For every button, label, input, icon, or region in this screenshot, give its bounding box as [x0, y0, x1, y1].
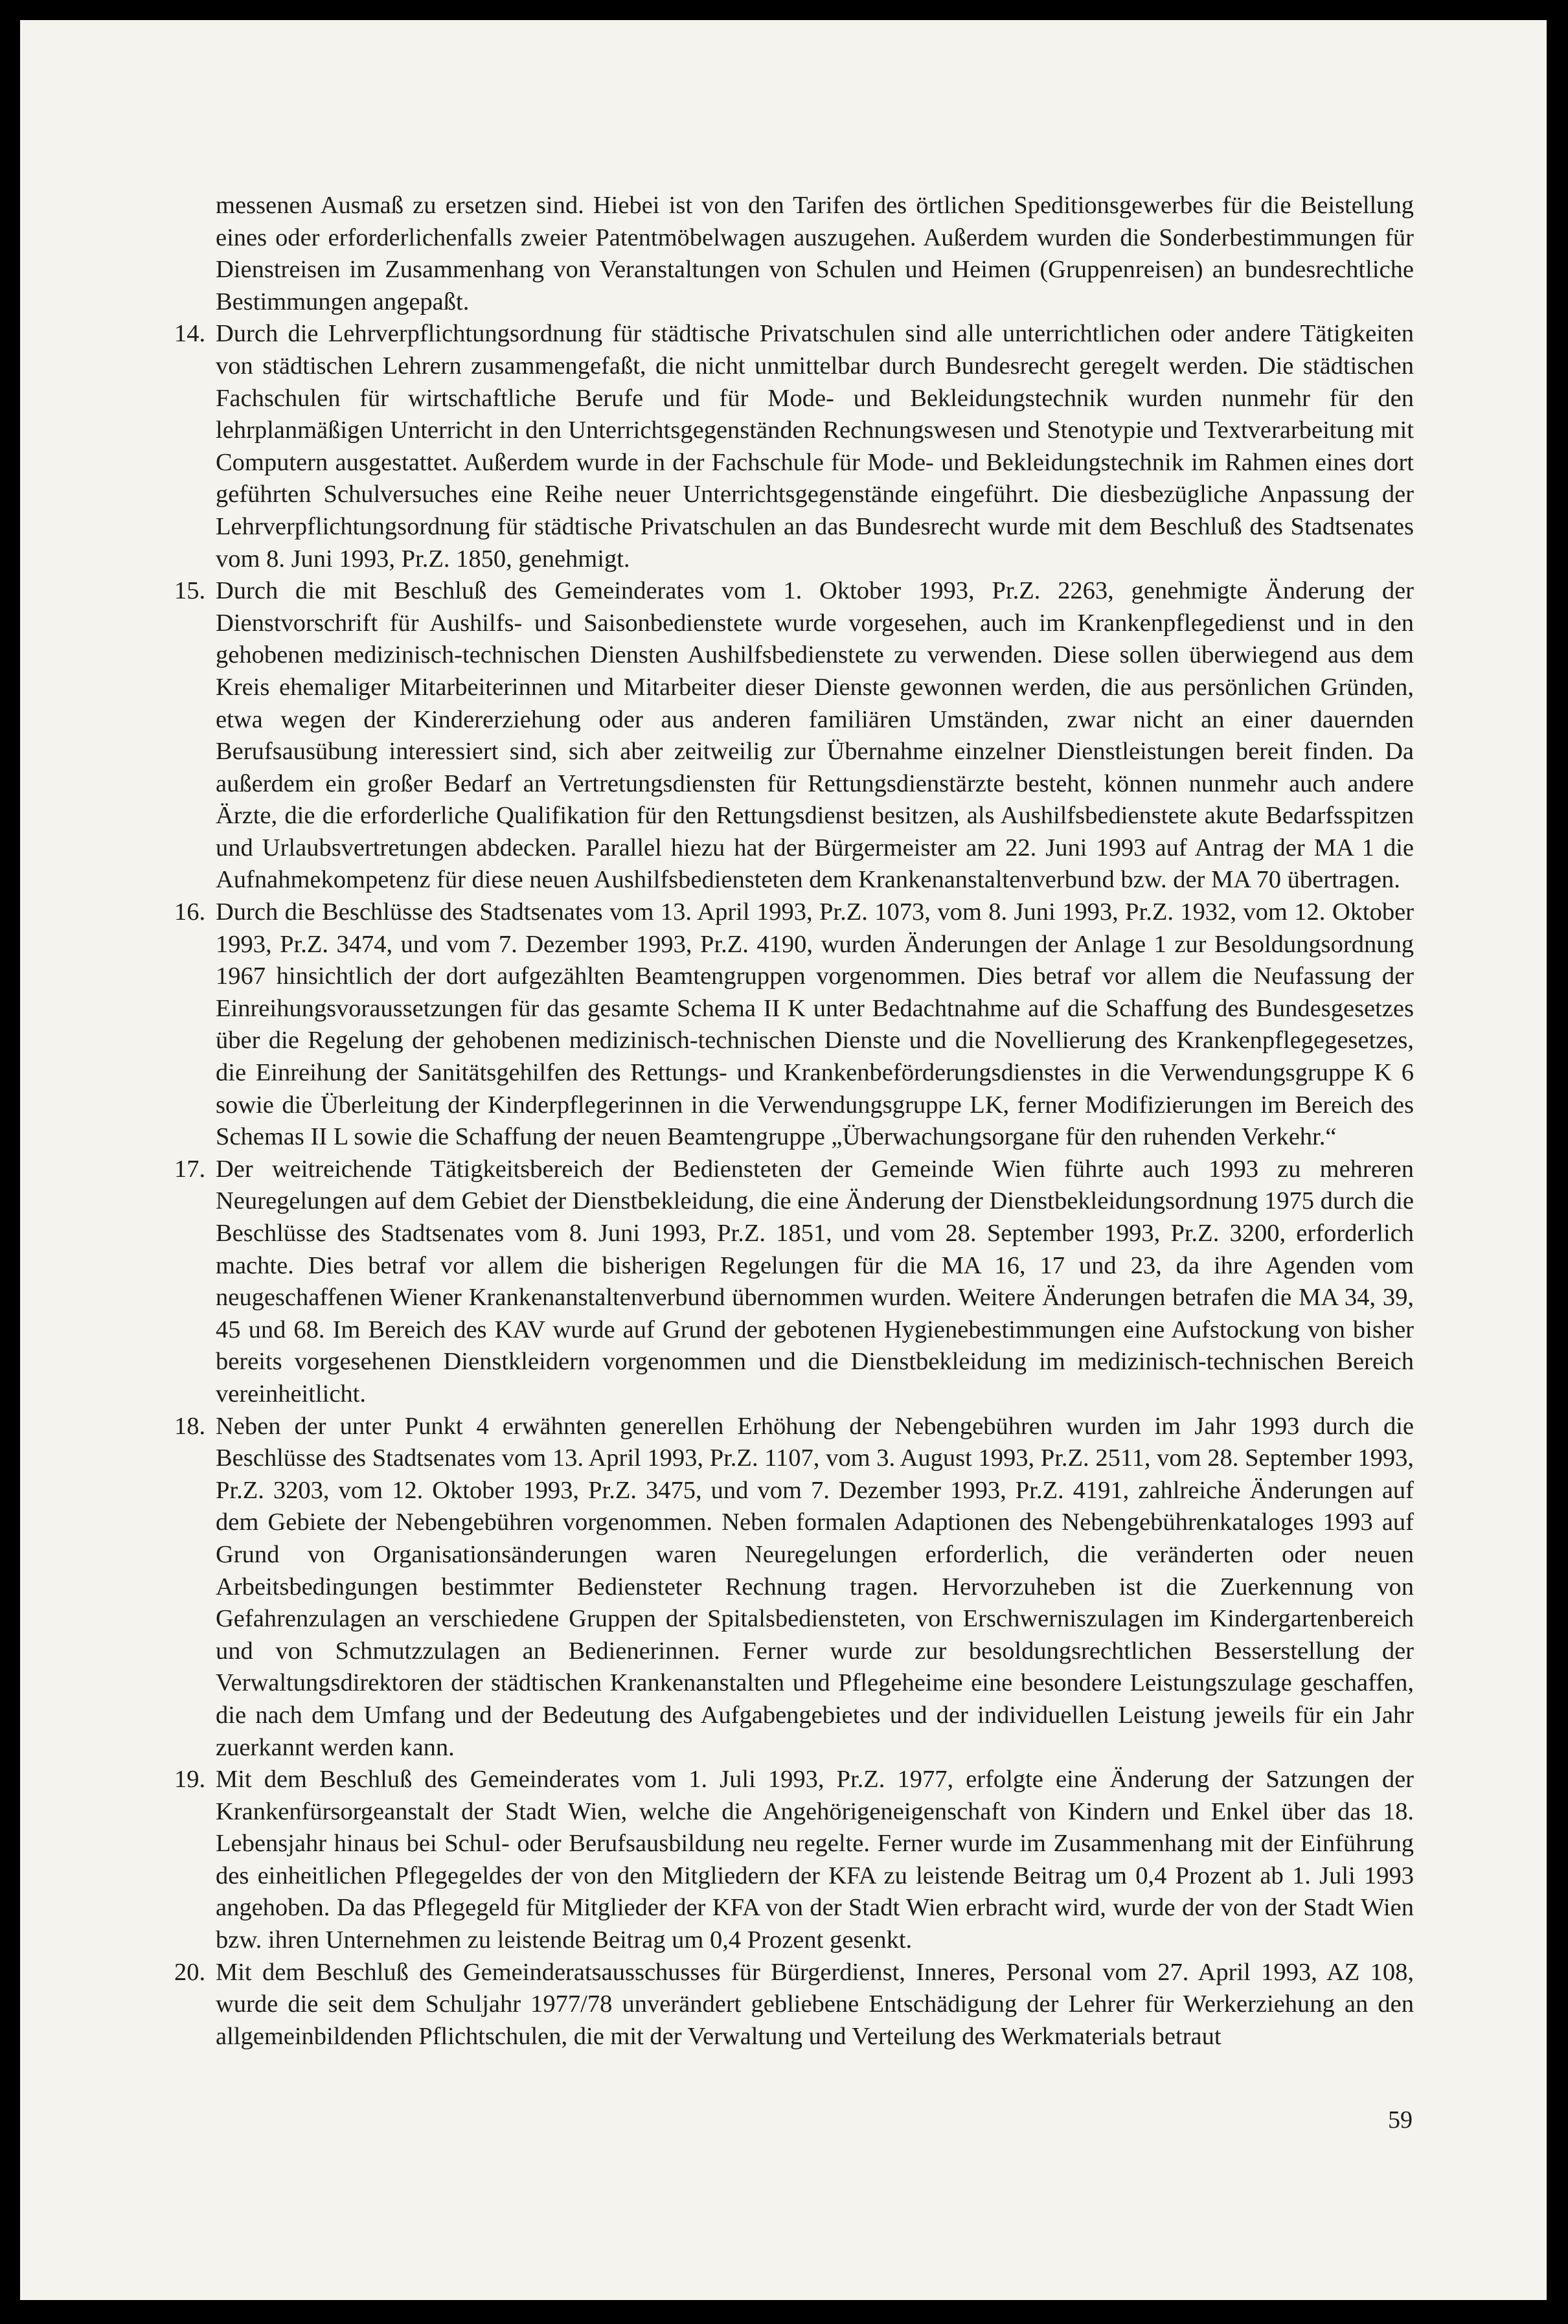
item-number: 14. [174, 320, 206, 348]
item-text: Durch die Beschlüsse des Stadtsenates vom 13. April 1993, Pr.Z. 1073, vom 8. Juni 1993, Pr.Z. 1932, vom 12. Oktober 1993, Pr.Z. 3474, und vom 7. Dezember 1993, Pr.Z. 4190, wurden Änderungen der Anlage 1 zur Besoldungsordnung 1967 hinsichtlich der dort aufgezählten Beamtengruppen vorgenommen. Dies betraf vor allem die Neufassung der Einreihungsvoraussetzungen für das gesamte Schema II K unter Bedachtnahme auf die Schaffung des Bundesgesetzes über die Regelung der gehobenen medizinisch-technischen Dienste und die Novellierung des Krankenpflegegesetzes, die Einreihung der Sanitätsgehilfen des Rettungs- und Krankenbeförderungsdienstes in die Verwendungsgruppe K 6 sowie die Überleitung der Kinderpflegerinnen in die Verwendungsgruppe LK, ferner Modifizierungen im Bereich des Schemas II L sowie die Schaffung der neuen Beamtengruppe „Überwachungsorgane für den ruhenden Verkehr.“ [216, 898, 1414, 1151]
list-item [176, 575, 1414, 896]
item-text: Durch die mit Beschluß des Gemeinderates vom 1. Oktober 1993, Pr.Z. 2263, genehmigte Änderung der Dienstvorschrift für Aushilfs- und Saisonbedienstete wurde vorgesehen, auch im Krankenpflegedienst und in den gehobenen medizinisch-technischen Diensten Aushilfsbedienstete zu verwenden. Diese sollen überwiegend aus dem Kreis ehemaliger Mitarbeiterinnen und Mitarbeiter dieser Dienste gewonnen werden, die aus persönlichen Gründen, etwa wegen der Kindererziehung oder aus anderen familiären Umständen, zwar nicht an einer dauernden Berufsausübung interessiert sind, sich aber zeitweilig zur Übernahme einzelner Dienstleistungen bereit finden. Da außerdem ein großer Bedarf an Vertretungsdiensten für Rettungsdienstärzte besteht, können nunmehr auch andere Ärzte, die die erforderliche Qualifikation für den Rettungsdienst besitzen, als Aushilfsbedienstete akute Bedarfsspitzen und Urlaubsvertretungen abdecken. Parallel hiezu hat der Bürgermeister am 22. Juni 1993 auf Antrag der MA 1 die Aufnahmekompetenz für diese neuen Aushilfsbediensteten dem Krankenanstaltenverbund bzw. der MA 70 übertragen. [216, 577, 1414, 894]
list-item [176, 1154, 1414, 1411]
document-page [20, 20, 1547, 2300]
list-item [176, 1764, 1414, 1957]
item-number: 19. [174, 1766, 206, 1794]
list-item [176, 1411, 1414, 1764]
item-text: Durch die Lehrverpflichtungsordnung für städtische Privatschulen sind alle unterrichtlichen oder andere Tätigkeiten von städtischen Lehrern zusammengefaßt, die nicht unmittelbar durch Bundesrecht geregelt werden. Die städtischen Fachschulen für wirtschaftliche Berufe und für Mode- und Bekleidungstechnik wurden nunmehr für den lehrplanmäßigen Unterricht in den Unterrichtsgegenständen Rechnungswesen und Stenotypie und Textverarbeitung mit Computern ausgestattet. Außerdem wurde in der Fachschule für Mode- und Bekleidungstechnik im Rahmen eines dort geführten Schulversuches eine Reihe neuer Unterrichtsgegenstände eingeführt. Die diesbezügliche Anpassung der Lehrverpflichtungsordnung für städtische Privatschulen an das Bundesrecht wurde mit dem Beschluß des Stadtsenates vom 8. Juni 1993, Pr.Z. 1850, genehmigt. [216, 320, 1414, 573]
body-text [176, 190, 1414, 2053]
item-number: 18. [174, 1412, 206, 1440]
list-item [176, 1957, 1414, 2053]
item-text: Mit dem Beschluß des Gemeinderatsausschusses für Bürgerdienst, Inneres, Personal vom 27. April 1993, AZ 108, wurde die seit dem Schuljahr 1977/78 unverändert gebliebene Entschädigung der Lehrer für Werkerziehung an den allgemeinbildenden Pflichtschulen, die mit der Verwaltung und Verteilung des Werkmaterials betraut [216, 1958, 1414, 2050]
item-number: 20. [174, 1958, 206, 1986]
item-number: 16. [174, 898, 206, 926]
page-number: 59 [1388, 2106, 1413, 2134]
item-text: Neben der unter Punkt 4 erwähnten generellen Erhöhung der Nebengebühren wurden im Jahr 1993 durch die Beschlüsse des Stadtsenates vom 13. April 1993, Pr.Z. 1107, vom 3. August 1993, Pr.Z. 2511, vom 28. September 1993, Pr.Z. 3203, vom 12. Oktober 1993, Pr.Z. 3475, und vom 7. Dezember 1993, Pr.Z. 4191, zahlreiche Änderungen auf dem Gebiete der Nebengebühren vorgenommen. Neben formalen Adaptionen des Nebengebührenkataloges 1993 auf Grund von Organisationsänderungen waren Neuregelungen erforderlich, die veränderten oder neuen Arbeitsbedingungen bestimmter Bediensteter Rechnung tragen. Hervorzuheben ist die Zuerkennung von Gefahrenzulagen an verschiedene Gruppen der Spitalsbediensteten, von Erschwerniszulagen im Kindergartenbereich und von Schmutzzulagen an Bedienerinnen. Ferner wurde zur besoldungsrechtlichen Besserstellung der Verwaltungsdirektoren der städtischen Krankenanstalten und Pflegeheime eine besondere Leistungszulage geschaffen, die nach dem Umfang und der Bedeutung des Aufgabengebietes und der individuellen Leistung jeweils für ein Jahr zuerkannt werden kann. [216, 1412, 1414, 1761]
item-text: Mit dem Beschluß des Gemeinderates vom 1. Juli 1993, Pr.Z. 1977, erfolgte eine Änderung der Satzungen der Krankenfürsorgeanstalt der Stadt Wien, welche die Angehörigeneigenschaft von Kindern und Enkel über das 18. Lebensjahr hinaus bei Schul- oder Berufsausbildung neu regelte. Ferner wurde im Zusammenhang mit der Einführung des einheitlichen Pflegegeldes der von den Mitgliedern der KFA zu leistende Beitrag um 0,4 Prozent ab 1. Juli 1993 angehoben. Da das Pflegegeld für Mitglieder der KFA von der Stadt Wien erbracht wird, wurde der von der Stadt Wien bzw. ihren Unternehmen zu leistende Beitrag um 0,4 Prozent gesenkt. [216, 1766, 1414, 1954]
continuation-paragraph: messenen Ausmaß zu ersetzen sind. Hiebei ist von den Tarifen des örtlichen Speditionsgewerbes für die Beistellung eines oder erforderlichenfalls zweier Patentmöbelwagen auszugehen. Außerdem wurden die Sonderbestimmungen für Dienstreisen im Zusammenhang von Veranstaltungen von Schulen und Heimen (Gruppenreisen) an bundesrechtliche Bestimmungen angepaßt. [216, 192, 1414, 315]
list-item [176, 896, 1414, 1154]
item-text: Der weitreichende Tätigkeitsbereich der Bediensteten der Gemeinde Wien führte auch 1993 zu mehreren Neuregelungen auf dem Gebiet der Dienstbekleidung, die eine Änderung der Dienstbekleidungsordnung 1975 durch die Beschlüsse des Stadtsenates vom 8. Juni 1993, Pr.Z. 1851, und vom 28. September 1993, Pr.Z. 3200, erforderlich machte. Dies betraf vor allem die bisherigen Regelungen für die MA 16, 17 und 23, da ihre Agenden vom neugeschaffenen Wiener Krankenanstaltenverbund übernommen wurden. Weitere Änderungen betrafen die MA 34, 39, 45 und 68. Im Bereich des KAV wurde auf Grund der gebotenen Hygienebestimmungen eine Aufstockung von bisher bereits vorgesehenen Dienstkleidern vorgenommen und die Dienstbekleidung im medizinisch-technischen Bereich vereinheitlicht. [216, 1155, 1414, 1407]
list-item [176, 318, 1414, 575]
item-number: 15. [174, 577, 206, 605]
item-number: 17. [174, 1155, 206, 1183]
